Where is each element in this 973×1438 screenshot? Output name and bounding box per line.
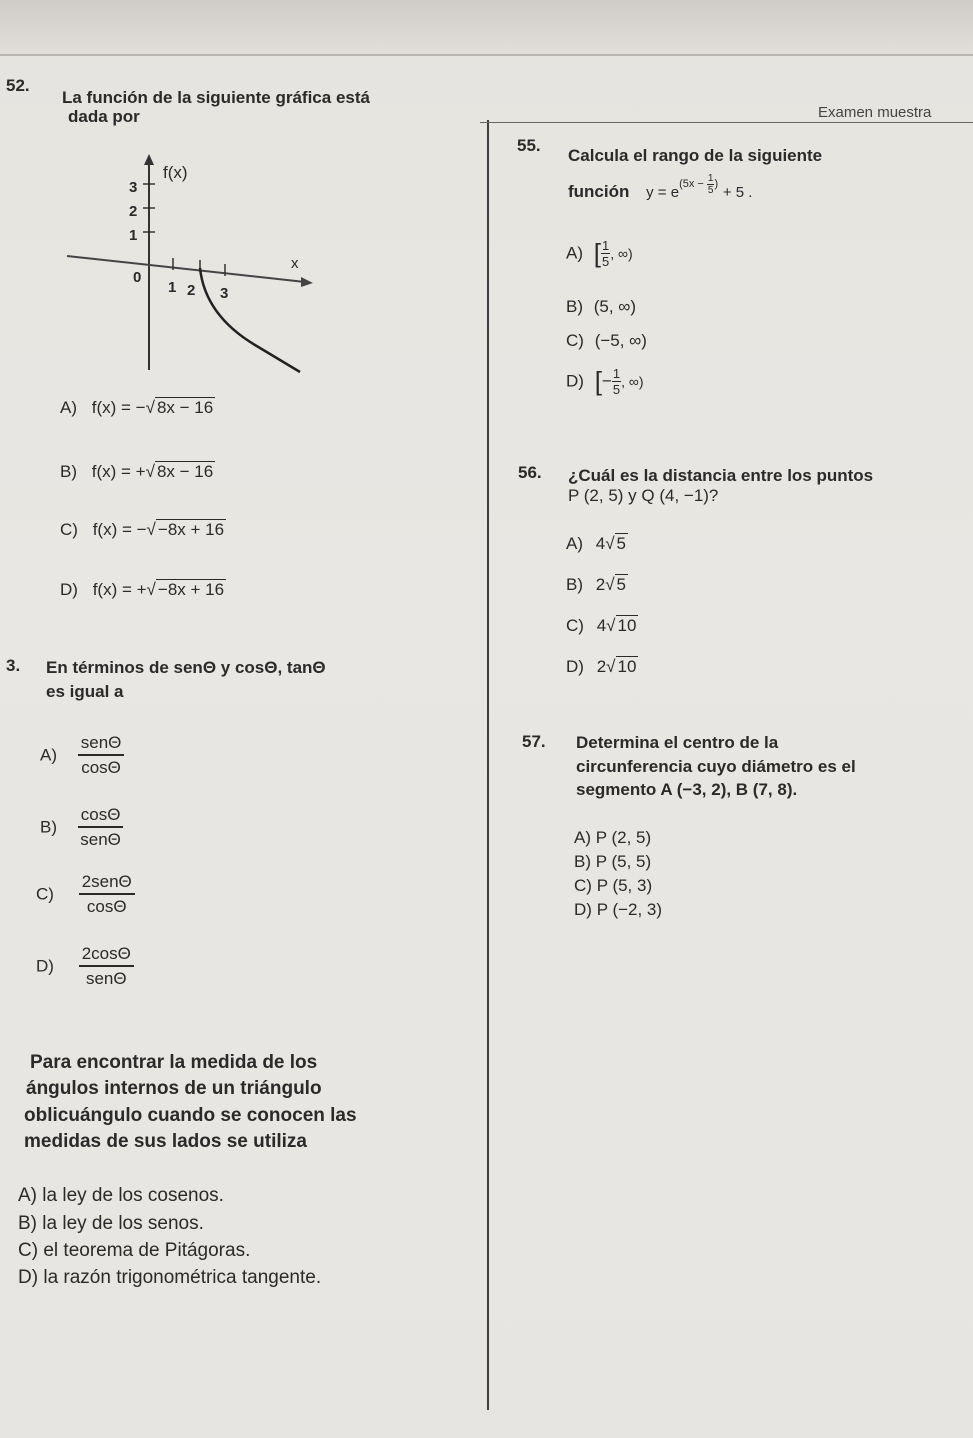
graph-x-tick-label: 2 [187, 282, 196, 299]
triangle-prompt-line4: medidas de sus lados se utiliza [24, 1131, 307, 1152]
option-coefficient: 4 [596, 616, 607, 635]
graph-curve [200, 268, 300, 372]
triangle-option-b[interactable] [18, 1213, 204, 1235]
graph-y-tick-label: 2 [129, 203, 138, 220]
fraction-numerator: 2senΘ [79, 872, 135, 895]
page-top-shadow [0, 0, 973, 55]
option-text: P (−2, 3) [596, 900, 663, 919]
q57-number: 57. [522, 732, 546, 751]
fraction-denominator: senΘ [80, 830, 121, 849]
option-letter: B) [566, 297, 583, 316]
option-text: P (5, 5) [595, 852, 652, 871]
option-text: (5, ∞) [593, 297, 637, 316]
option-tail: , ∞) [610, 245, 633, 262]
q56-option-c[interactable]: C) 4√ 10 [566, 616, 637, 635]
q55-option-b[interactable] [566, 297, 636, 317]
q55-prompt-label: función [568, 182, 630, 201]
option-prefix: f(x) = + [91, 462, 146, 481]
fraction-numerator: 1 [612, 366, 621, 381]
q57-prompt-line2: circunferencia cuyo diámetro es el [576, 757, 856, 776]
option-sign: − [601, 371, 612, 391]
graph-x-tick-label: 1 [168, 279, 177, 296]
q57-option-b[interactable] [574, 852, 651, 872]
option-radicand: 8x − 16 [156, 398, 214, 417]
q55-option-a[interactable] [566, 238, 633, 269]
q55-formula-base: y = e [646, 184, 680, 201]
option-text: la ley de los cosenos. [42, 1185, 224, 1206]
q56-option-d[interactable]: D) 2√ 10 [566, 657, 637, 676]
q52-option-b[interactable]: B) f(x) = +√ 8x − 16 [60, 462, 214, 481]
option-radicand: −8x + 16 [157, 520, 225, 539]
triangle-option-a[interactable] [18, 1185, 224, 1207]
option-letter: C) [36, 884, 54, 904]
fraction-denominator: 5 [601, 254, 610, 269]
q55-prompt-line1: Calcula el rango de la siguiente [568, 146, 823, 165]
page-top-edge [0, 54, 973, 56]
option-coefficient: 2 [595, 575, 606, 594]
triangle-prompt-line1: Para encontrar la medida de los [30, 1052, 318, 1073]
option-radicand: 10 [617, 616, 637, 635]
q55-exp-denominator: 5 [707, 184, 714, 196]
option-letter: D) [60, 580, 78, 599]
option-radicand: 10 [617, 657, 637, 676]
option-letter: B) [40, 817, 57, 837]
fraction-numerator: cosΘ [78, 805, 124, 828]
option-letter: B) [566, 575, 583, 594]
option-letter: B) [574, 852, 591, 871]
option-radicand: −8x + 16 [157, 580, 225, 599]
option-coefficient: 2 [596, 657, 607, 676]
q3-option-d[interactable] [36, 944, 134, 989]
option-letter: A) [18, 1185, 37, 1206]
q57-option-d[interactable] [574, 900, 662, 920]
graph-y-axis-arrow [144, 154, 154, 165]
option-radicand: 5 [616, 575, 627, 594]
column-divider [487, 120, 489, 1410]
option-letter: C) [566, 331, 584, 350]
option-coefficient: 4 [595, 534, 606, 553]
triangle-prompt-line2: ángulos internos de un triángulo [26, 1078, 322, 1099]
q57-option-c[interactable] [574, 876, 652, 896]
q55-option-d[interactable] [566, 366, 644, 397]
fraction-numerator: senΘ [78, 733, 125, 756]
triangle-option-c[interactable] [18, 1240, 250, 1262]
q52-number: 52. [6, 76, 30, 95]
q56-prompt-line1: ¿Cuál es la distancia entre los puntos [568, 466, 874, 485]
q52-option-c[interactable]: C) f(x) = −√ −8x + 16 [60, 520, 225, 539]
option-text: la razón trigonométrica tangente. [43, 1267, 322, 1288]
q57-prompt-line3: segmento A (−3, 2), B (7, 8). [576, 780, 798, 799]
header-rule [480, 122, 973, 123]
fraction-denominator: 5 [612, 382, 621, 397]
q57-option-a[interactable] [574, 828, 651, 848]
q3-prompt-line1: En términos de senΘ y cosΘ, tanΘ [46, 658, 326, 677]
q52-option-d[interactable]: D) f(x) = +√ −8x + 16 [60, 580, 225, 599]
option-letter: A) [60, 398, 77, 417]
option-radicand: 5 [616, 534, 627, 553]
option-text: la ley de los senos. [42, 1213, 204, 1234]
q3-option-b[interactable] [40, 805, 123, 850]
fraction-numerator: 1 [601, 238, 610, 253]
option-letter: C) [574, 876, 592, 895]
option-letter: B) [60, 462, 77, 481]
q56-option-a[interactable]: A) 4√ 5 [566, 534, 627, 553]
option-prefix: f(x) = − [91, 398, 146, 417]
graph-x-tick-label: 3 [220, 285, 229, 302]
option-letter: A) [566, 534, 583, 553]
graph-x-label: x [291, 255, 299, 272]
option-letter: D) [566, 371, 584, 391]
fraction-denominator: cosΘ [81, 758, 121, 777]
option-prefix: f(x) = − [92, 520, 147, 539]
q56-number: 56. [518, 463, 542, 482]
q55-formula-exponent: 5x − [682, 178, 704, 190]
option-letter: D) [36, 956, 54, 976]
option-letter: D) [18, 1267, 39, 1288]
q3-number: 3. [6, 656, 21, 675]
graph-y-label: f(x) [163, 163, 188, 182]
option-letter: C) [60, 520, 78, 539]
fraction-denominator: cosΘ [86, 897, 127, 916]
option-text: (−5, ∞) [594, 331, 647, 350]
option-letter: C) [18, 1240, 39, 1261]
graph-x-axis-arrow [301, 277, 313, 287]
graph-x-axis [67, 256, 305, 282]
q3-option-c[interactable] [36, 872, 135, 917]
option-bracket: [ [594, 366, 602, 396]
option-letter: A) [566, 243, 583, 263]
q57-prompt-line1: Determina el centro de la [576, 733, 779, 752]
q56-option-b[interactable]: B) 2√ 5 [566, 575, 627, 594]
option-letter: D) [566, 657, 584, 676]
option-letter: A) [574, 828, 591, 847]
option-bracket: [ [593, 238, 601, 268]
graph-y-tick-label: 1 [129, 227, 138, 244]
q55-exp-numerator: 1 [707, 172, 714, 184]
q52-graph [55, 150, 325, 380]
option-tail: , ∞) [621, 373, 644, 390]
fraction-numerator: 2cosΘ [79, 944, 134, 967]
option-text: P (2, 5) [595, 828, 652, 847]
q52-option-a[interactable]: A) f(x) = −√ 8x − 16 [60, 398, 214, 417]
q3-prompt-line2: es igual a [46, 682, 124, 701]
graph-origin-label: 0 [133, 269, 142, 286]
graph-y-tick-label: 3 [129, 179, 138, 196]
option-text: el teorema de Pitágoras. [43, 1240, 251, 1261]
q52-prompt-line1: La función de la siguiente gráfica está [62, 88, 370, 107]
q55-formula-tail: + 5 . [722, 184, 753, 201]
triangle-prompt-line3: oblicuángulo cuando se conocen las [24, 1105, 357, 1126]
q52-prompt-line2: dada por [68, 107, 140, 126]
fraction-denominator: senΘ [85, 969, 127, 988]
option-letter: D) [574, 900, 592, 919]
option-prefix: f(x) = + [92, 580, 147, 599]
q55-number: 55. [517, 136, 541, 155]
option-text: P (5, 3) [596, 876, 653, 895]
option-letter: C) [566, 616, 584, 635]
exam-header-title: Examen muestra [818, 104, 932, 121]
q55-option-c[interactable] [566, 331, 647, 351]
q3-option-a[interactable] [40, 733, 124, 778]
triangle-option-d[interactable] [18, 1267, 321, 1289]
q56-prompt-line2: P (2, 5) y Q (4, −1)? [568, 486, 719, 505]
option-letter: A) [40, 745, 57, 765]
option-radicand: 8x − 16 [156, 462, 214, 481]
q55-formula-line: función $y = e^{(5x - \frac{1}{5} )} + 5$ . [568, 172, 753, 201]
option-letter: B) [18, 1213, 37, 1234]
